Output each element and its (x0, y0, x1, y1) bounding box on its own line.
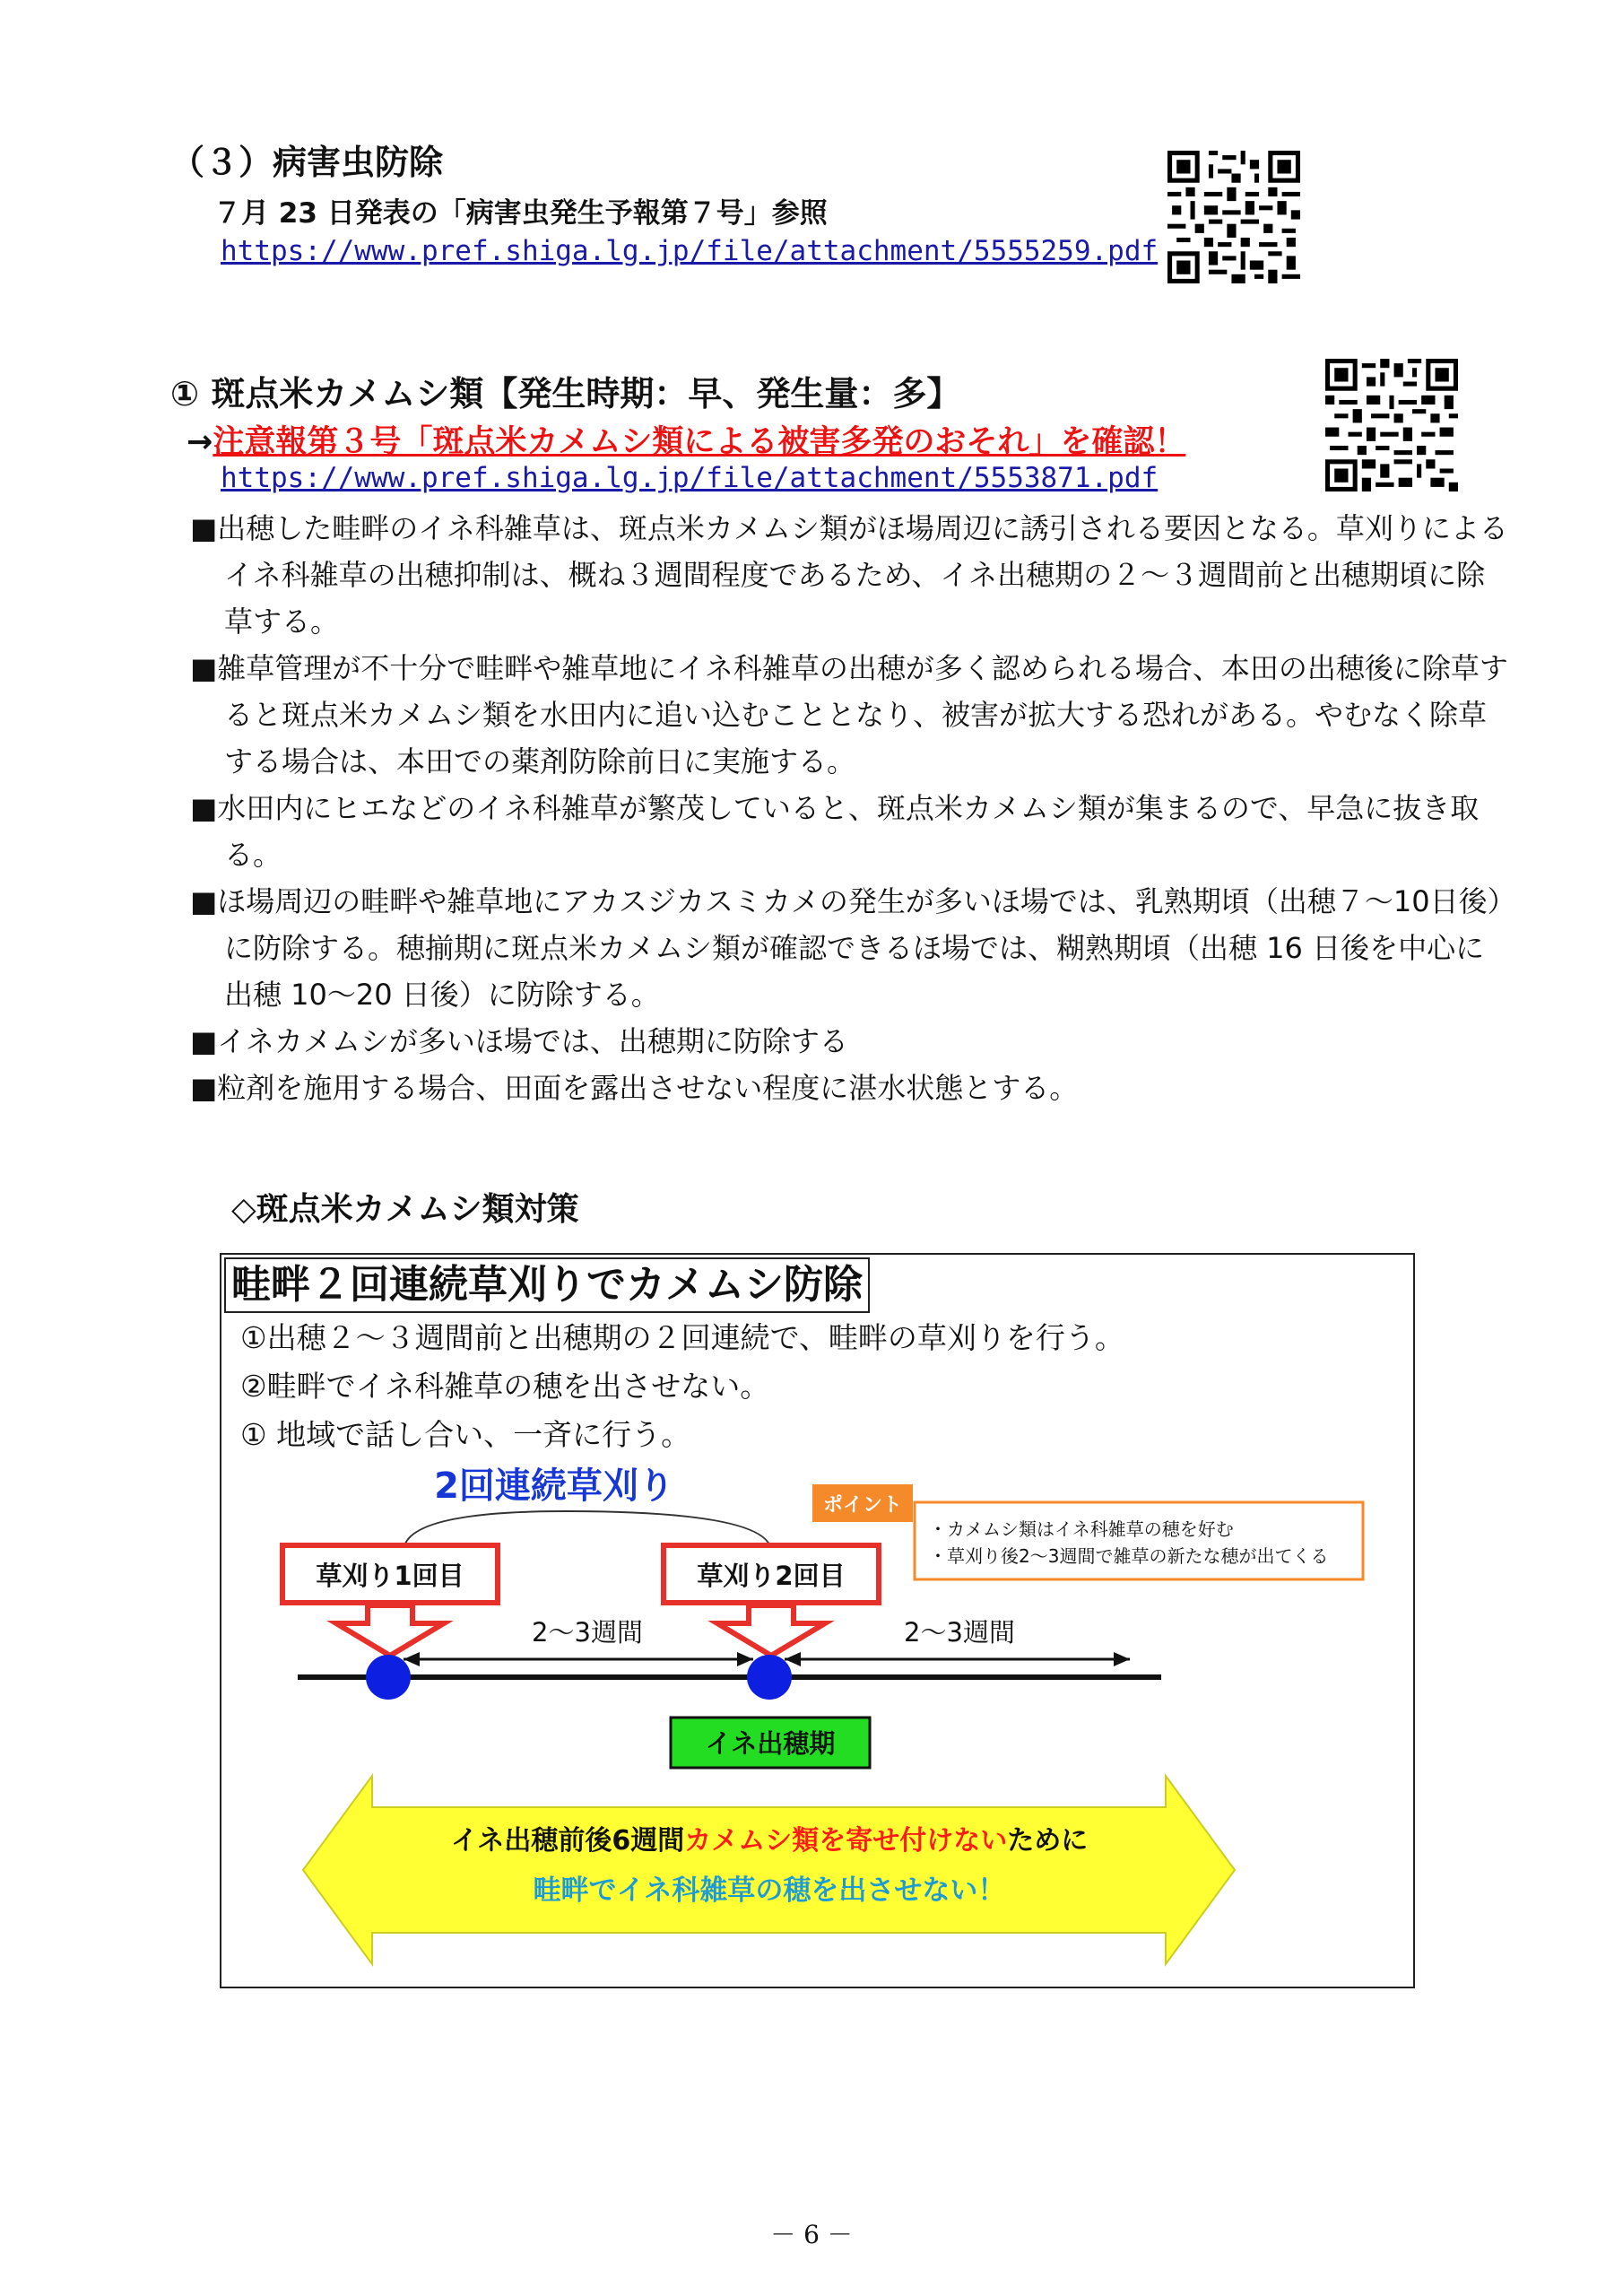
second-cut-dot (747, 1655, 792, 1700)
point-line: ・草刈り後2～3週間で雑草の新たな穂が出てくる (929, 1545, 1329, 1567)
list-item: ■イネカメムシが多いほ場では、出穂期に防除する (190, 1024, 848, 1058)
bullet-list (190, 505, 1508, 1111)
qr-code-icon (1167, 151, 1300, 283)
qr-code-icon (1325, 359, 1458, 491)
first-cut-dot (366, 1655, 411, 1700)
list-item: ①出穂２～３週間前と出穂期の２回連続で、畦畔の草刈りを行う。 (240, 1320, 1124, 1355)
warning-notice (187, 417, 1185, 462)
warning-link[interactable]: 注意報第３号「斑点米カメムシ類による被害多発のおそれ」を確認！ (213, 424, 1186, 460)
arrowhead-icon (737, 1652, 753, 1666)
second-cut-arrow-icon (717, 1605, 825, 1656)
first-cut-label: 草刈り1回目 (316, 1561, 464, 1591)
list-item: ① 地域で話し合い、一斉に行う。 (240, 1417, 691, 1452)
point-line: ・カメムシ類はイネ科雑草の穂を好む (929, 1518, 1234, 1540)
steps-list (240, 1314, 1124, 1459)
list-item: ■雑草管理が不十分で畦畔や雑草地にイネ科雑草の出穂が多く認められる場合、本田の出穂後に除草すると斑点米カメムシ類を水田内に追い込むこととなり、被害が拡大する恐れがある。やむなく除草する場合は、本田での薬剤防除前日に実施する。 (190, 651, 1508, 778)
pest-heading: ① 斑点米カメムシ類【発生時期：早、発生量：多】 (170, 374, 961, 413)
first-cut-arrow-icon (336, 1605, 444, 1656)
list-item: ■ほ場周辺の畦畔や雑草地にアカスジカスミカメの発生が多いほ場では、乳熟期頃（出穂７～10日後）に防除する。穂揃期に斑点米カメムシ類が確認できるほ場では、糊熟期頃（出穂 16 日後を中心に出穂 10～20 日後）に防除する。 (190, 884, 1502, 1012)
section-heading: （３）病害虫防除 (170, 143, 444, 182)
measures-heading: ◇斑点米カメムシ類対策 (231, 1191, 579, 1228)
interval-label: 2～3週間 (904, 1617, 1015, 1648)
forecast-link[interactable]: https://www.pref.shiga.lg.jp/file/attachment/5555259.pdf (221, 235, 1159, 267)
list-item: ②畦畔でイネ科雑草の穂を出させない。 (240, 1369, 770, 1404)
arrowhead-icon (1114, 1652, 1130, 1666)
mowing-diagram (269, 1462, 1399, 1973)
list-item: ■出穂した畦畔のイネ科雑草は、斑点米カメムシ類がほ場周辺に誘引される要因となる。草刈りによるイネ科雑草の出穂抑制は、概ね３週間程度であるため、イネ出穂期の２～３週間前と出穂期頃に除草する。 (190, 511, 1508, 639)
point-label: ポイント (822, 1494, 903, 1517)
arrow-icon: → (187, 424, 213, 460)
second-cut-label: 草刈り2回目 (697, 1561, 846, 1591)
warning-url[interactable]: https://www.pref.shiga.lg.jp/file/attachment/5553871.pdf (221, 462, 1159, 494)
page-number: － 6 － (770, 2220, 853, 2249)
point-box (915, 1502, 1363, 1579)
list-item: ■水田内にヒエなどのイネ科雑草が繁茂していると、斑点米カメムシ類が集まるので、早急に抜き取る。 (190, 791, 1480, 872)
banner-line1: イネ出穂前後6週間カメムシ類を寄せ付けないために (450, 1825, 1089, 1857)
double-arrow-banner (303, 1776, 1235, 1964)
heading-label: イネ出穂期 (705, 1728, 836, 1759)
interval-label: 2～3週間 (532, 1617, 643, 1648)
banner-line2: 畦畔でイネ科雑草の穂を出させない！ (533, 1874, 1006, 1907)
list-item: ■粒剤を施用する場合、田面を露出させない程度に湛水状態とする。 (190, 1071, 1079, 1105)
diagram-title: 2回連続草刈り (434, 1465, 674, 1507)
box-title: 畦畔２回連続草刈りでカメムシ防除 (224, 1257, 870, 1313)
forecast-reference: ７月 23 日発表の「病害虫発生予報第７号」参照 (213, 197, 828, 230)
